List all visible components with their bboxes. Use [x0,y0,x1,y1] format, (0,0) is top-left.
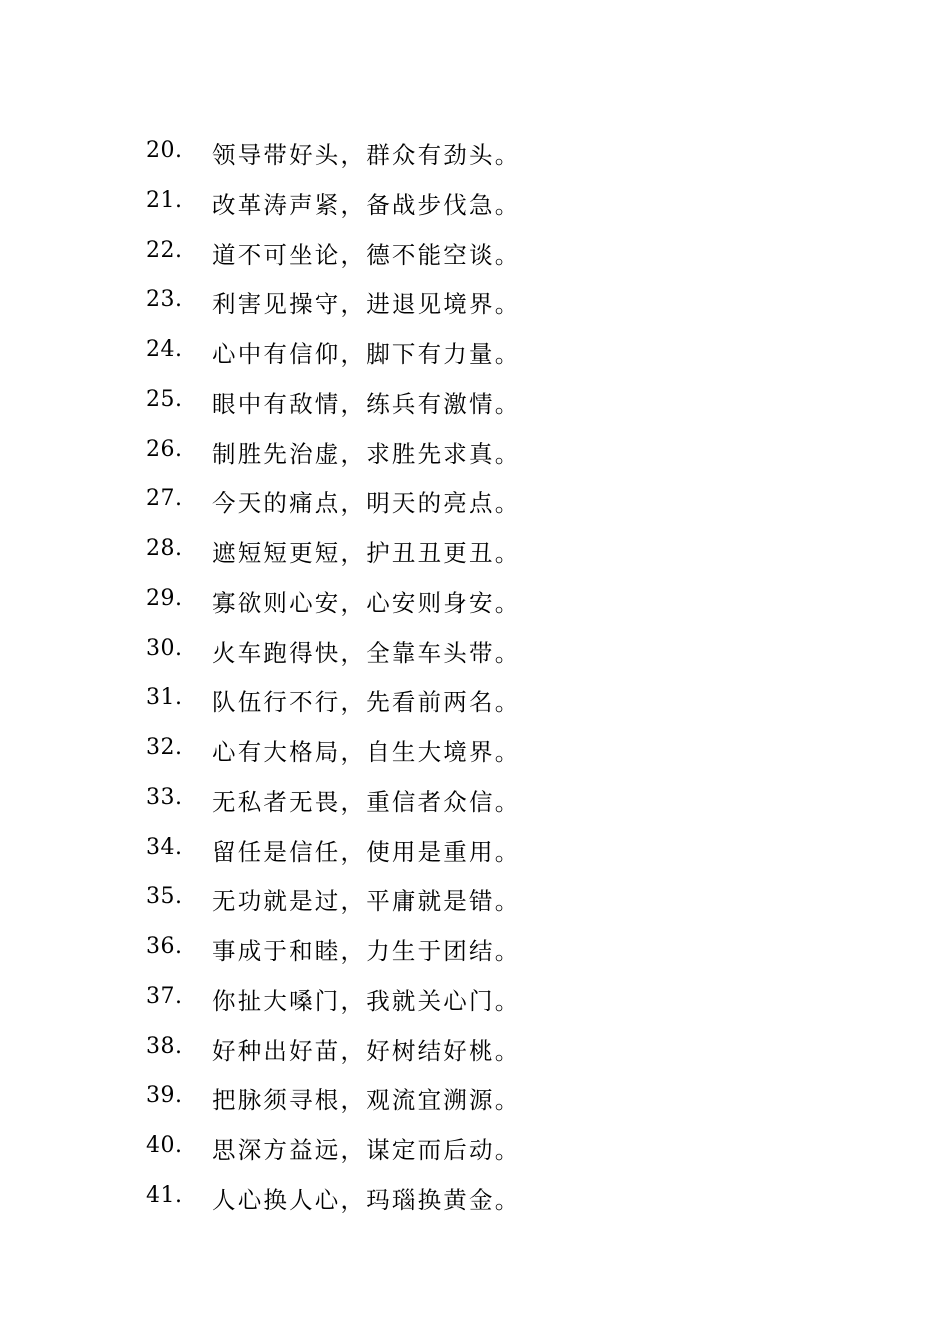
list-item [0,574,950,624]
item-number: 31. [146,685,183,711]
item-text: 无功就是过，平庸就是错。 [212,887,521,916]
item-text: 心中有信仰，脚下有力量。 [212,340,521,368]
item-number: 22. [146,237,183,263]
item-text: 寡欲则心安，心安则身安。 [212,588,521,617]
list-item [0,176,950,226]
item-number: 24. [146,337,183,362]
item-text: 遮短短更短，护丑丑更丑。 [212,539,521,567]
item-text: 无私者无畏，重信者众信。 [212,787,521,816]
item-text: 今天的痛点，明天的亮点。 [212,489,521,518]
item-number: 28. [146,536,183,561]
item-number: 37. [146,983,183,1009]
list-item [0,275,950,325]
item-number: 40. [146,1133,183,1158]
item-text: 心有大格局，自生大境界。 [212,738,521,766]
list-item [0,673,950,723]
list-item [0,972,950,1022]
list-item [0,624,950,674]
item-text: 领导带好头，群众有劲头。 [212,141,521,169]
item-text: 利害见操守，进退见境界。 [212,290,521,319]
item-text: 队伍行不行，先看前两名。 [212,688,521,717]
item-text: 人心换人心，玛瑙换黄金。 [212,1185,521,1214]
item-number: 39. [146,1083,183,1109]
item-number: 21. [146,187,183,213]
list-item [0,823,950,873]
item-number: 35. [146,884,183,910]
list-item [0,126,950,176]
item-number: 27. [146,486,183,512]
list-item [0,1171,950,1221]
list-item [0,922,950,972]
item-text: 改革涛声紧，备战步伐急。 [212,190,521,219]
list-item [0,1071,950,1121]
list-item [0,226,950,276]
list-item [0,1121,950,1171]
list-item [0,524,950,574]
item-number: 32. [146,735,183,760]
list-item [0,773,950,823]
item-number: 25. [146,386,183,412]
item-text: 火车跑得快，全靠车头带。 [212,638,521,667]
item-number: 38. [146,1033,183,1059]
item-number: 30. [146,635,183,661]
list-item [0,1022,950,1072]
list-item [0,723,950,773]
item-text: 你扯大嗓门，我就关心门。 [212,986,521,1015]
list-item [0,325,950,375]
item-text: 思深方益远，谋定而后动。 [212,1136,521,1164]
list-item [0,425,950,475]
item-number: 36. [146,934,183,959]
item-text: 把脉须寻根，观流宜溯源。 [212,1086,521,1115]
item-number: 33. [146,784,183,810]
item-text: 留任是信任，使用是重用。 [212,837,521,866]
list-item [0,474,950,524]
numbered-list [0,126,950,1221]
item-number: 41. [146,1182,183,1208]
list-item [0,375,950,425]
item-text: 眼中有敌情，练兵有激情。 [212,389,521,418]
item-text: 制胜先治虚，求胜先求真。 [212,439,521,468]
item-number: 34. [146,834,183,860]
list-item [0,872,950,922]
item-text: 好种出好苗，好树结好桃。 [212,1036,521,1065]
item-number: 23. [146,287,183,313]
item-text: 事成于和睦，力生于团结。 [212,937,521,965]
item-number: 20. [146,138,183,163]
item-number: 26. [146,436,183,462]
item-number: 29. [146,585,183,611]
item-text: 道不可坐论，德不能空谈。 [212,240,521,269]
